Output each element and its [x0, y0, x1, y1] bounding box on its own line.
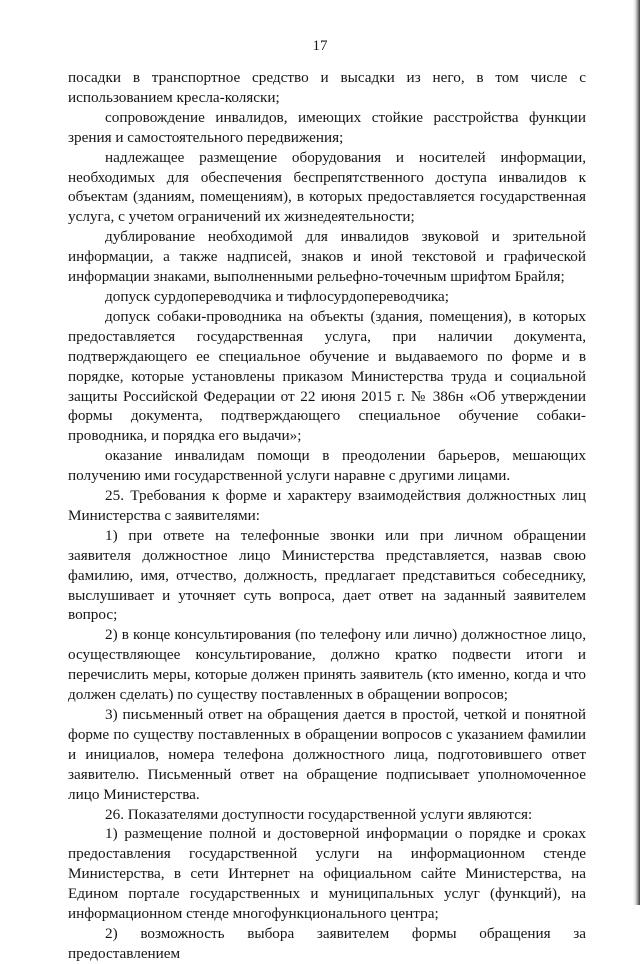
paragraph-25-item-2: 2) в конце консультирования (по телефону или лично) должностное лицо, осуществляющее консультирование, должно кратко подвести итоги и перечислить меры, которые должен принять заявитель (кто именно, когда и что должен сделать) по существу поставленных в обращении вопросов;: [68, 626, 586, 704]
paragraph-25-item-3: 3) письменный ответ на обращения дается в простой, четкой и понятной форме по существу поставленных в обращении вопросов с указанием фамилии и инициалов, номера телефона должностного лица, подготовившего ответ заявителю. Письменный ответ на обращение подписывает уполномоченное лицо Министерства.: [68, 706, 586, 803]
document-body: [68, 68, 586, 964]
paragraph-equipment-placement: надлежащее размещение оборудования и носителей информации, необходимых для обеспечения беспрепятственного доступа инвалидов к объектам (зданиям, помещениям), в которых предоставляется государственная услуга, с учетом ограничений их жизнедеятельности;: [68, 148, 586, 226]
paragraph-guide-dog: допуск собаки-проводника на объекты (здания, помещения), в которых предоставляется государственная услуга, при наличии документа, подтверждающего ее специальное обучение и выдаваемого по форме и в порядке, которые установлены приказом Министерства труда и социальной защиты Российской Федерации от 22 июня 2015 г. № 386н «Об утверждении формы документа, подтверждающего специальное обучение собаки-проводника, и порядка его выдачи»;: [68, 307, 586, 445]
paragraph-26-item-2: 2) возможность выбора заявителем формы обращения за предоставлением: [68, 924, 586, 962]
paragraph-section-25: 25. Требования к форме и характеру взаимодействия должностных лиц Министерства с заявителями:: [68, 487, 586, 524]
paragraph-section-26: 26. Показателями доступности государственной услуги являются:: [105, 805, 533, 823]
paragraph-25-item-1: 1) при ответе на телефонные звонки или при личном обращении заявителя должностное лицо Министерства представляется, назвав свою фамилию, имя, отчество, должность, предлагает представиться собеседнику, выслушивает и уточняет суть вопроса, дает ответ на заданный заявителем вопрос;: [68, 526, 586, 624]
paragraph-braille-duplication: дублирование необходимой для инвалидов звуковой и зрительной информации, а также надписей, знаков и иной текстовой и графической информации знаками, выполненными рельефно-точечным шрифтом Брайля;: [68, 228, 586, 286]
scan-edge-shadow: [633, 0, 640, 905]
paragraph-26-item-1: 1) размещение полной и достоверной информации о порядке и сроках предоставления государственной услуги на информационном стенде Министерства, в сети Интернет на официальном сайте Министерства, на Едином портале государственных и муниципальных услуг (функций), на информационном стенде многофункционального центра;: [68, 825, 586, 923]
page-number: 17: [312, 38, 328, 54]
paragraph-continuation: посадки в транспортное средство и высадки из него, в том числе с использованием кресла-коляски;: [68, 69, 586, 106]
paragraph-barrier-assistance: оказание инвалидам помощи в преодолении барьеров, мешающих получению ими государственной услуги наравне с другими лицами.: [68, 447, 586, 485]
paragraph-escort: сопровождение инвалидов, имеющих стойкие расстройства функции зрения и самостоятельного передвижения;: [68, 108, 586, 146]
paragraph-sign-interpreter: допуск сурдопереводчика и тифлосурдопереводчика;: [105, 287, 449, 305]
